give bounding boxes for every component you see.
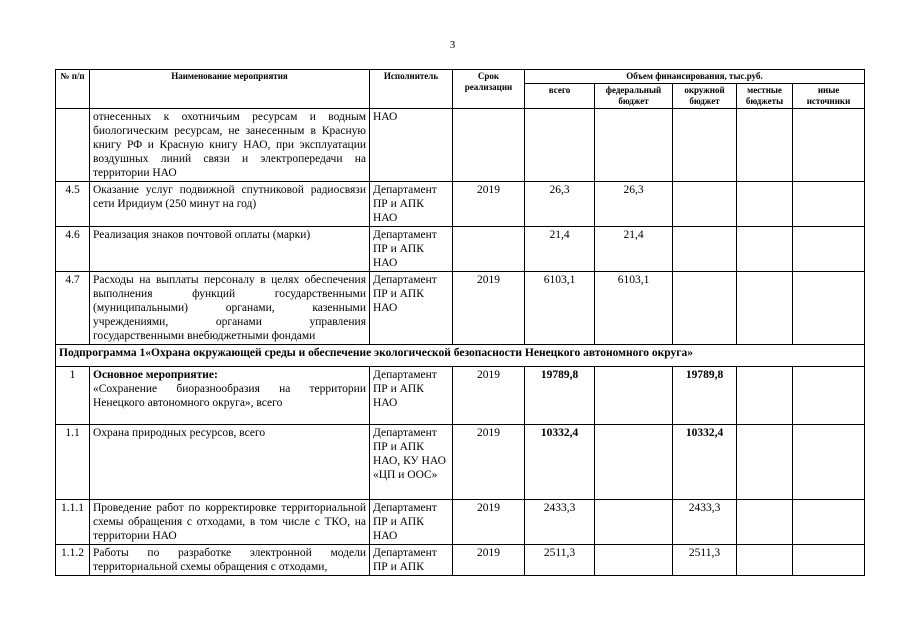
- row-federal: 6103,1: [595, 272, 673, 345]
- page-number: 3: [449, 39, 456, 51]
- header-term: Срок реализации: [453, 70, 525, 109]
- row-total: 26,3: [525, 182, 595, 227]
- row-district: [673, 227, 737, 272]
- header-total: всего: [525, 84, 595, 109]
- header-district: окружной бюджет: [673, 84, 737, 109]
- row-term: 2019: [453, 545, 525, 576]
- financing-table: [55, 69, 865, 576]
- header-funding: Объем финансирования, тыс.руб.: [525, 70, 865, 84]
- table-row: [56, 227, 865, 272]
- row-name-text: «Сохранение биоразнообразия на территории Ненецкого автономного округа», всего: [93, 383, 366, 409]
- row-name: Оказание услуг подвижной спутниковой радиосвязи сети Иридиум (250 минут на год): [90, 182, 370, 227]
- header-num: № п/п: [56, 70, 90, 109]
- row-name-heading: Основное мероприятие:: [93, 369, 218, 381]
- row-term: 2019: [453, 272, 525, 345]
- table-row: [56, 272, 865, 345]
- row-num: 4.5: [56, 182, 90, 227]
- row-local: [737, 545, 793, 576]
- table-row: [56, 182, 865, 227]
- row-federal: [595, 109, 673, 182]
- row-other: [793, 109, 865, 182]
- row-total: 10332,4: [525, 425, 595, 500]
- header-executor: Исполнитель: [370, 70, 453, 109]
- table-row: [56, 425, 865, 500]
- row-executor: Департамент ПР и АПК НАО, КУ НАО «ЦП и ООС»: [370, 425, 453, 500]
- row-total: 19789,8: [525, 367, 595, 425]
- row-name: отнесенных к охотничьим ресурсам и водным биологическим ресурсам, не занесенным в Красную книгу РФ и Красную книгу НАО, при эксплуатации воздушных линий связи и электропередачи на территории НАО: [90, 109, 370, 182]
- row-num: 4.6: [56, 227, 90, 272]
- row-local: [737, 227, 793, 272]
- header-federal: федеральный бюджет: [595, 84, 673, 109]
- row-district: 10332,4: [673, 425, 737, 500]
- table-row: [56, 367, 865, 425]
- row-other: [793, 182, 865, 227]
- row-federal: 26,3: [595, 182, 673, 227]
- row-name: [90, 367, 370, 425]
- row-total: 2511,3: [525, 545, 595, 576]
- row-federal: [595, 425, 673, 500]
- row-local: [737, 367, 793, 425]
- header-local: местные бюджеты: [737, 84, 793, 109]
- row-executor: Департамент ПР и АПК НАО: [370, 182, 453, 227]
- row-term: 2019: [453, 425, 525, 500]
- row-federal: [595, 545, 673, 576]
- row-num: 1.1.2: [56, 545, 90, 576]
- row-local: [737, 109, 793, 182]
- row-name: Расходы на выплаты персоналу в целях обеспечения выполнения функций государственными (муниципальными) органами, казенными учреждениями, органами управления государственными внебюджетными фондами: [90, 272, 370, 345]
- row-num: 1: [56, 367, 90, 425]
- row-local: [737, 500, 793, 545]
- header-name: Наименование мероприятия: [90, 70, 370, 109]
- row-district: [673, 182, 737, 227]
- row-other: [793, 367, 865, 425]
- row-term: [453, 109, 525, 182]
- table-row: [56, 500, 865, 545]
- row-executor: Департамент ПР и АПК НАО: [370, 500, 453, 545]
- row-name: Реализация знаков почтовой оплаты (марки): [90, 227, 370, 272]
- row-other: [793, 227, 865, 272]
- row-local: [737, 425, 793, 500]
- row-total: [525, 109, 595, 182]
- subprogram-title: Подпрограмма 1«Охрана окружающей среды и обеспечение экологической безопасности Ненецкого автономного округа»: [56, 345, 865, 367]
- row-federal: 21,4: [595, 227, 673, 272]
- row-federal: [595, 500, 673, 545]
- row-executor: Департамент ПР и АПК: [370, 545, 453, 576]
- subprogram-row: [56, 345, 865, 367]
- row-local: [737, 182, 793, 227]
- row-executor: Департамент ПР и АПК НАО: [370, 227, 453, 272]
- row-district: [673, 272, 737, 345]
- row-district: 2511,3: [673, 545, 737, 576]
- row-num: 1.1.1: [56, 500, 90, 545]
- row-name: Работы по разработке электронной модели территориальной схемы обращения с отходами,: [90, 545, 370, 576]
- row-district: [673, 109, 737, 182]
- row-district: 2433,3: [673, 500, 737, 545]
- row-term: 2019: [453, 500, 525, 545]
- row-term: 2019: [453, 367, 525, 425]
- row-num: [56, 109, 90, 182]
- table-row: [56, 545, 865, 576]
- row-executor: Департамент ПР и АПК НАО: [370, 367, 453, 425]
- row-executor: Департамент ПР и АПК НАО: [370, 272, 453, 345]
- row-other: [793, 545, 865, 576]
- row-name: Охрана природных ресурсов, всего: [90, 425, 370, 500]
- table-row: [56, 109, 865, 182]
- row-district: 19789,8: [673, 367, 737, 425]
- row-num: 1.1: [56, 425, 90, 500]
- row-executor: НАО: [370, 109, 453, 182]
- row-local: [737, 272, 793, 345]
- row-total: 21,4: [525, 227, 595, 272]
- row-total: 6103,1: [525, 272, 595, 345]
- row-other: [793, 272, 865, 345]
- row-other: [793, 500, 865, 545]
- row-federal: [595, 367, 673, 425]
- header-other: иные источники: [793, 84, 865, 109]
- row-total: 2433,3: [525, 500, 595, 545]
- row-num: 4.7: [56, 272, 90, 345]
- row-term: 2019: [453, 182, 525, 227]
- row-name: Проведение работ по корректировке территориальной схемы обращения с отходами, в том числе с ТКО, на территории НАО: [90, 500, 370, 545]
- row-term: [453, 227, 525, 272]
- row-other: [793, 425, 865, 500]
